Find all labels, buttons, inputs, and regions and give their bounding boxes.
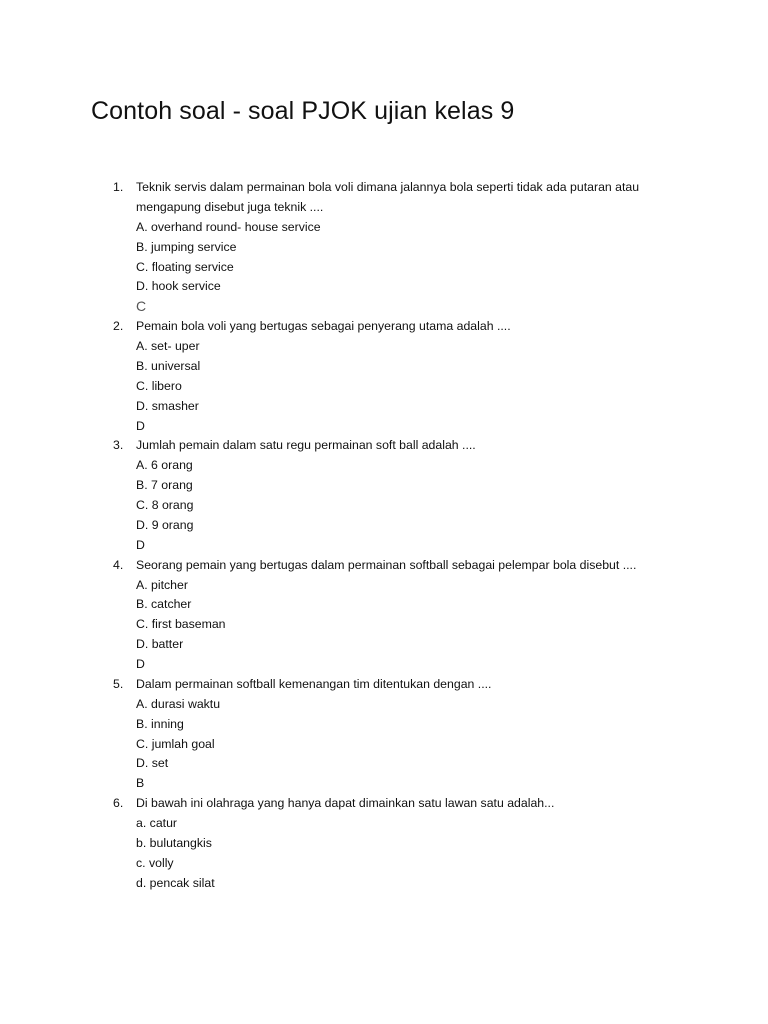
option-d xyxy=(0,277,768,297)
option-b xyxy=(0,595,768,615)
answer-key xyxy=(0,774,768,794)
question-line xyxy=(0,436,768,456)
option-text: B. universal xyxy=(136,358,201,373)
option-b xyxy=(0,238,768,258)
question-number: 2. xyxy=(113,319,124,334)
option-a xyxy=(0,456,768,476)
answer-key xyxy=(0,536,768,556)
answer-letter: B xyxy=(136,776,145,791)
answer-key xyxy=(0,417,768,437)
question-line xyxy=(0,317,768,337)
question-number: 3. xyxy=(113,438,124,453)
question-6 xyxy=(0,794,768,893)
question-number: 6. xyxy=(113,796,124,811)
question-2 xyxy=(0,317,768,436)
option-text: b. bulutangkis xyxy=(136,835,212,850)
option-b xyxy=(0,357,768,377)
option-a xyxy=(0,814,768,834)
answer-letter: D xyxy=(136,657,145,671)
question-text: Seorang pemain yang bertugas dalam permainan softball sebagai pelempar bola disebut .... xyxy=(136,557,637,572)
question-1 xyxy=(0,178,768,317)
option-c xyxy=(0,258,768,278)
answer-letter: C xyxy=(136,298,147,315)
option-text: a. catur xyxy=(136,816,178,830)
option-d xyxy=(0,516,768,536)
question-line xyxy=(0,794,768,814)
option-text: C. first baseman xyxy=(136,617,226,632)
option-text: A. set- uper xyxy=(136,339,200,353)
option-text: A. overhand round- house service xyxy=(136,219,321,234)
option-text: B. catcher xyxy=(136,597,192,612)
question-text: Teknik servis dalam permainan bola voli dimana jalannya bola seperti tidak ada putaran atau xyxy=(136,180,640,194)
option-text: D. batter xyxy=(136,637,184,652)
option-text: B. 7 orang xyxy=(136,478,193,493)
option-text: D. set xyxy=(136,756,169,771)
option-text: d. pencak silat xyxy=(136,875,215,890)
question-line xyxy=(0,556,768,576)
option-text: D. hook service xyxy=(136,279,221,294)
option-text: B. jumping service xyxy=(136,239,237,254)
question-text: mengapung disebut juga teknik .... xyxy=(136,199,324,214)
option-text: D. smasher xyxy=(136,398,199,413)
option-b xyxy=(0,715,768,735)
question-5 xyxy=(0,675,768,794)
option-c xyxy=(0,377,768,397)
option-c xyxy=(0,615,768,635)
option-text: C. floating service xyxy=(136,259,234,274)
answer-key xyxy=(0,297,768,317)
answer-key xyxy=(0,655,768,675)
option-text: C. 8 orang xyxy=(136,498,194,512)
option-d xyxy=(0,874,768,894)
question-list xyxy=(0,178,768,894)
option-b xyxy=(0,834,768,854)
question-number: 4. xyxy=(113,557,124,572)
question-text: Dalam permainan softball kemenangan tim ditentukan dengan .... xyxy=(136,676,492,691)
option-text: C. jumlah goal xyxy=(136,736,215,751)
option-c xyxy=(0,854,768,874)
question-line xyxy=(0,198,768,218)
option-d xyxy=(0,635,768,655)
option-d xyxy=(0,754,768,774)
option-text: B. inning xyxy=(136,716,184,731)
option-a xyxy=(0,218,768,238)
option-text: A. 6 orang xyxy=(136,458,193,473)
option-b xyxy=(0,476,768,496)
option-c xyxy=(0,496,768,516)
question-line xyxy=(0,178,768,198)
question-3 xyxy=(0,436,768,555)
option-d xyxy=(0,397,768,417)
question-text: Jumlah pemain dalam satu regu permainan soft ball adalah .... xyxy=(136,438,476,453)
option-text: A. durasi waktu xyxy=(136,696,221,711)
question-number: 1. xyxy=(113,180,124,194)
option-text: C. libero xyxy=(136,378,182,393)
question-text: Pemain bola voli yang bertugas sebagai penyerang utama adalah .... xyxy=(136,319,511,334)
option-a xyxy=(0,695,768,715)
page-title: Contoh soal - soal PJOK ujian kelas 9 xyxy=(91,97,515,125)
answer-letter: D xyxy=(136,537,145,552)
option-text: A. pitcher xyxy=(136,577,188,592)
option-text: c. volly xyxy=(136,855,174,870)
question-text: Di bawah ini olahraga yang hanya dapat dimainkan satu lawan satu adalah... xyxy=(136,796,555,811)
option-text: D. 9 orang xyxy=(136,517,194,532)
answer-letter: D xyxy=(136,418,145,433)
option-a xyxy=(0,337,768,357)
option-c xyxy=(0,735,768,755)
option-a xyxy=(0,576,768,596)
question-line xyxy=(0,675,768,695)
question-4 xyxy=(0,556,768,675)
question-number: 5. xyxy=(113,676,124,691)
